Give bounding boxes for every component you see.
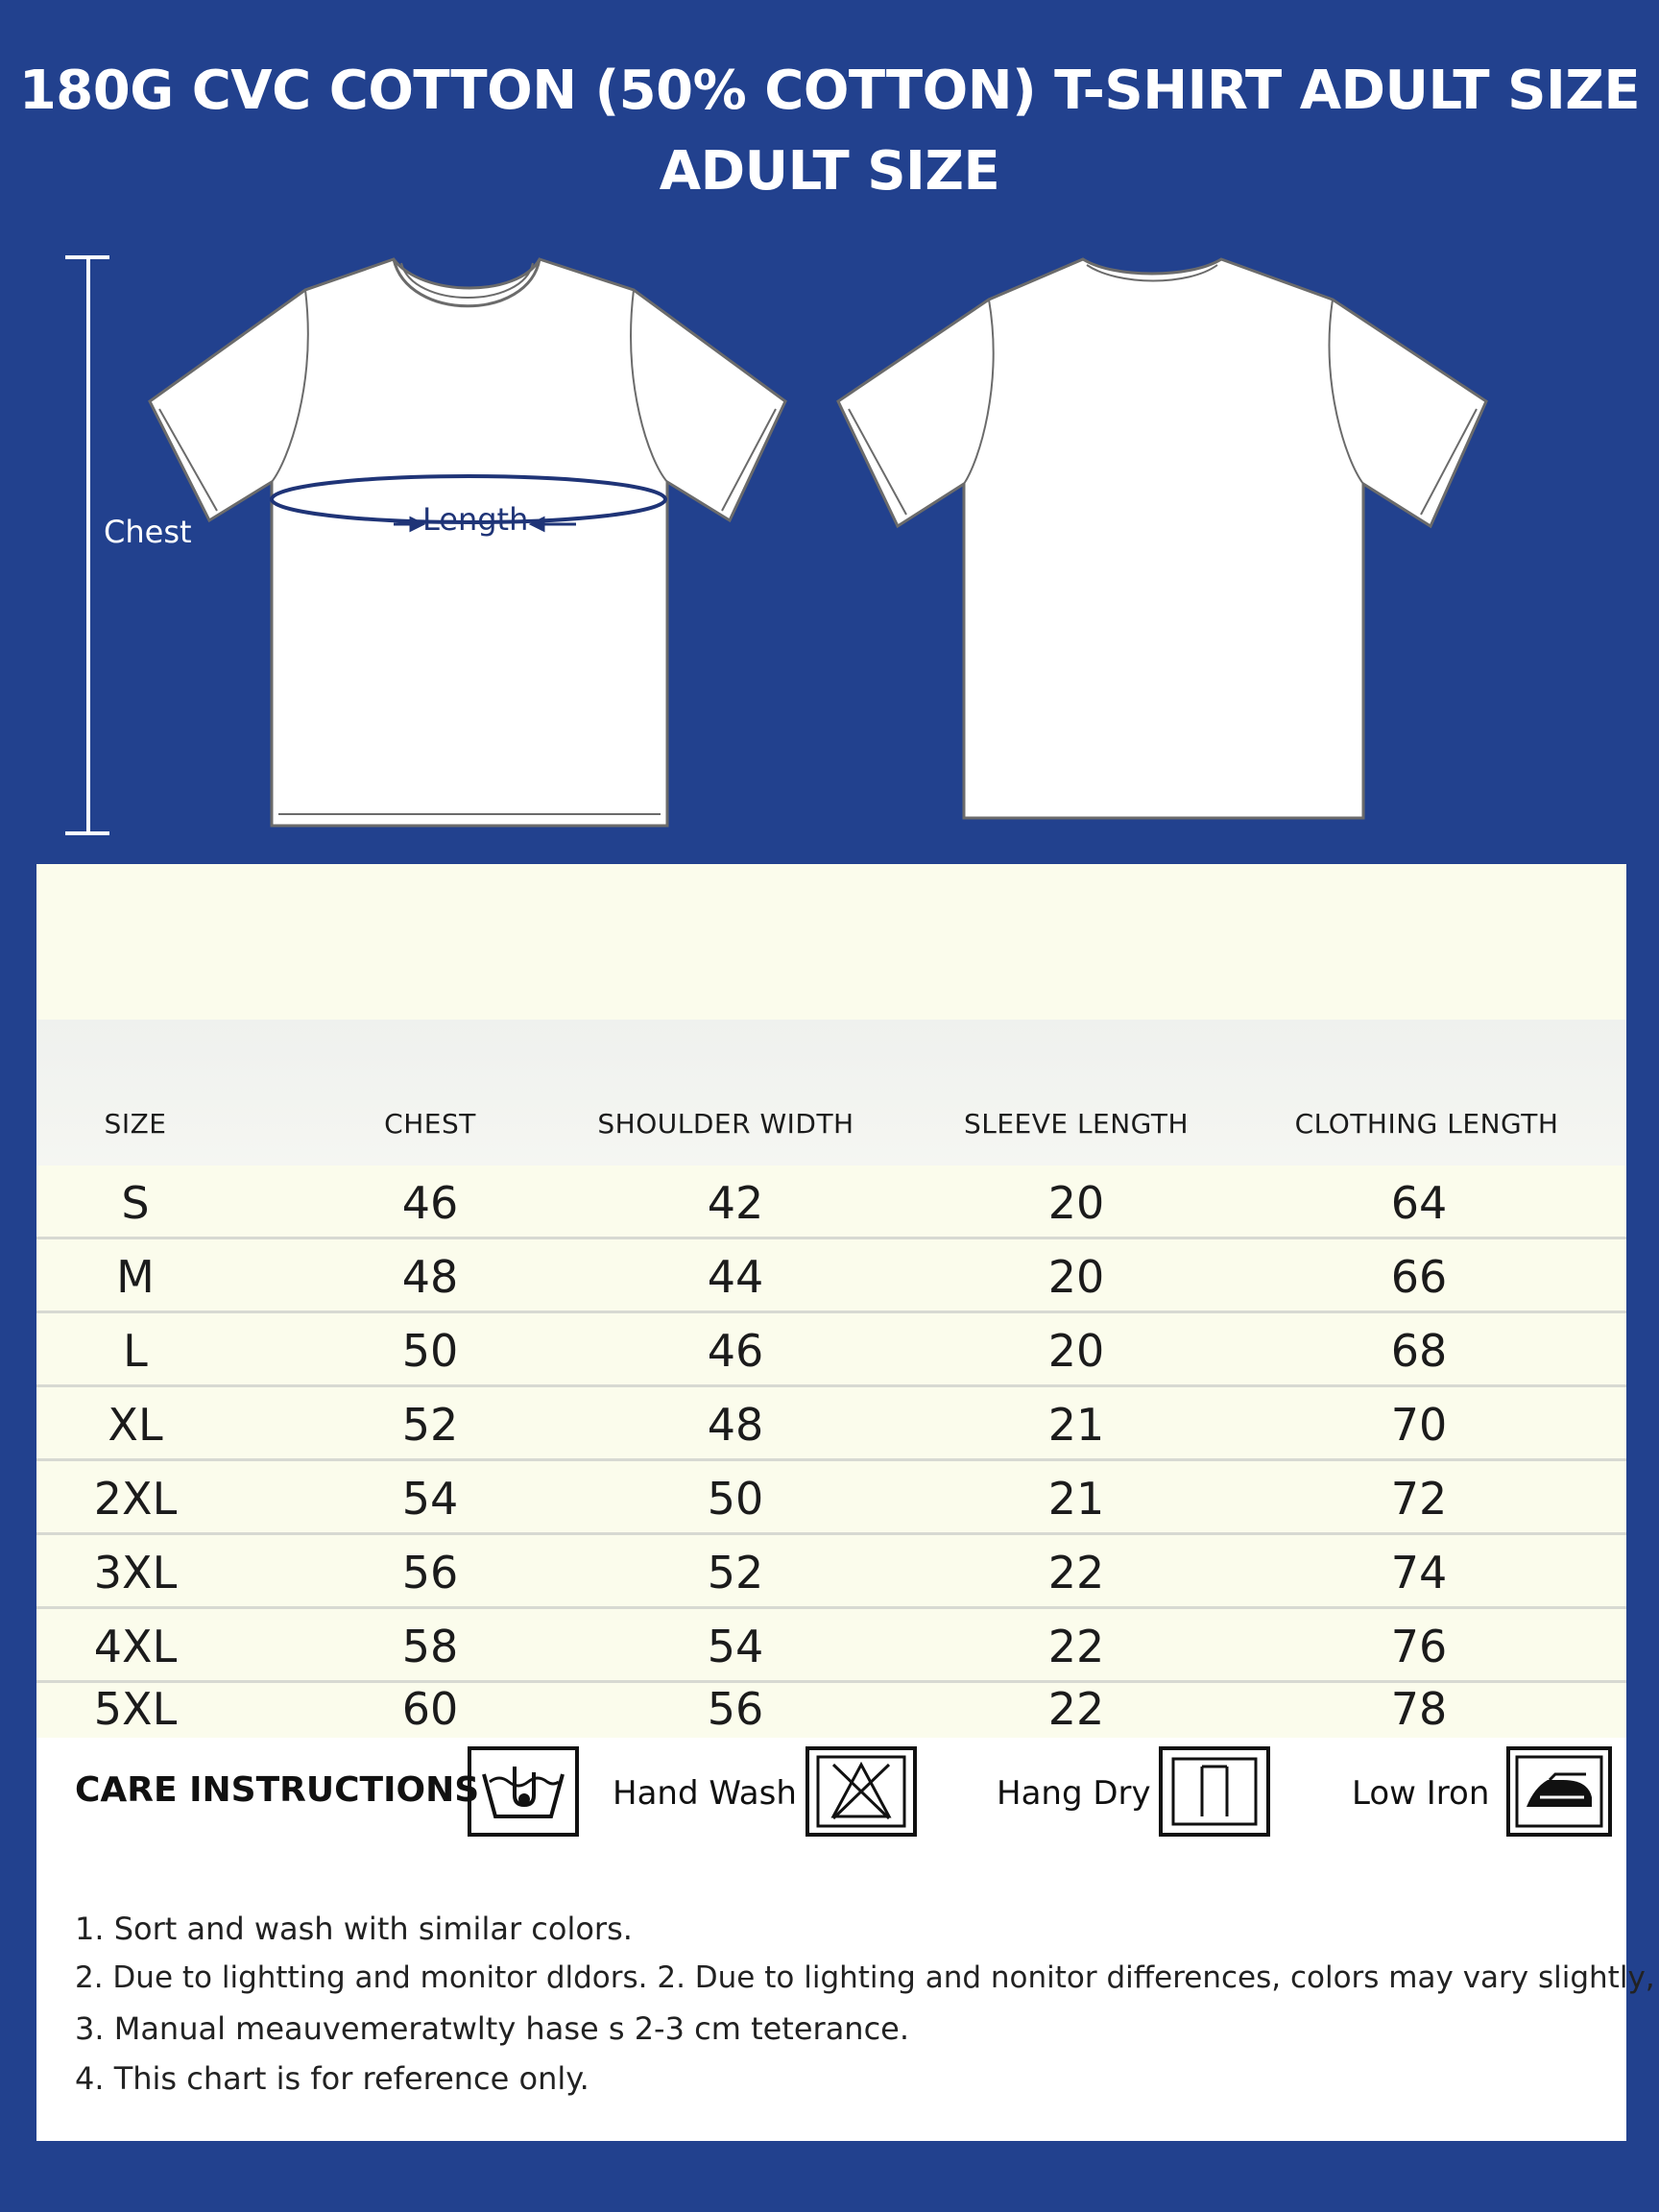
cell-size: 5XL <box>93 1683 178 1735</box>
table-top-area <box>36 864 1626 1020</box>
cell-length: 72 <box>1390 1473 1448 1525</box>
cell-shoulder: 50 <box>707 1473 764 1525</box>
cell-length: 74 <box>1390 1547 1448 1599</box>
cell-chest: 58 <box>401 1621 459 1672</box>
table-row <box>36 1609 1626 1683</box>
cell-sleeve: 20 <box>1047 1177 1105 1229</box>
cell-size: S <box>121 1177 150 1229</box>
note-item: 1. Sort and wash with similar colors. <box>75 1911 633 1947</box>
table-row <box>36 1461 1626 1535</box>
cell-length: 68 <box>1390 1325 1448 1377</box>
cell-shoulder: 44 <box>707 1251 764 1303</box>
cell-size: 4XL <box>93 1621 178 1672</box>
table-row <box>36 1387 1626 1461</box>
tshirt-front <box>150 259 785 826</box>
cell-chest: 48 <box>401 1251 459 1303</box>
page-title: 180G CVC COTTON (50% COTTON) T-SHIRT ADULT SIZE <box>18 60 1641 122</box>
page-subtitle: ADULT SIZE <box>659 140 1000 203</box>
tshirt-back <box>838 259 1486 818</box>
hand-wash-icon <box>467 1745 580 1838</box>
table-row <box>36 1313 1626 1387</box>
cell-size: L <box>123 1325 148 1377</box>
cell-sleeve: 22 <box>1047 1547 1105 1599</box>
cell-shoulder: 46 <box>707 1325 764 1377</box>
cell-sleeve: 22 <box>1047 1621 1105 1672</box>
note-item: 4. This chart is for reference only. <box>75 2060 589 2097</box>
table-header-row <box>36 1020 1626 1166</box>
cell-size: M <box>116 1251 155 1303</box>
cell-chest: 52 <box>401 1399 459 1451</box>
low-iron-icon <box>1505 1745 1613 1838</box>
care-label-hand-wash: Hand Wash <box>613 1774 797 1813</box>
note-item: 2. Due to lightting and monitor dldors. 2. Due to lighting and nonitor differences, colors may vary slightly, <box>75 1960 1655 1995</box>
cell-size: 2XL <box>93 1473 178 1525</box>
cell-sleeve: 22 <box>1047 1683 1105 1735</box>
cell-sleeve: 20 <box>1047 1251 1105 1303</box>
care-label-hang-dry: Hang Dry <box>997 1774 1151 1813</box>
cell-shoulder: 48 <box>707 1399 764 1451</box>
cell-size: XL <box>108 1399 163 1451</box>
table-row <box>36 1166 1626 1239</box>
cell-chest: 50 <box>401 1325 459 1377</box>
cell-size: 3XL <box>93 1547 178 1599</box>
cell-length: 70 <box>1390 1399 1448 1451</box>
table-row <box>36 1535 1626 1609</box>
cell-shoulder: 42 <box>707 1177 764 1229</box>
cell-chest: 54 <box>401 1473 459 1525</box>
cell-sleeve: 21 <box>1047 1473 1105 1525</box>
table-row <box>36 1683 1626 1738</box>
length-label: Length <box>422 501 529 538</box>
tshirt-diagram <box>0 240 1659 854</box>
size-chart-panel <box>36 864 1655 2141</box>
hang-dry-icon <box>1158 1745 1271 1838</box>
chest-label: Chest <box>104 514 192 550</box>
cell-length: 76 <box>1390 1621 1448 1672</box>
cell-sleeve: 20 <box>1047 1325 1105 1377</box>
header-sleeve-length: SLEEVE LENGTH <box>963 1108 1190 1140</box>
care-instructions <box>36 1738 1626 1843</box>
note-item: 3. Manual meauvemeratwlty hase s 2-3 cm teterance. <box>75 2010 910 2047</box>
cell-chest: 56 <box>401 1547 459 1599</box>
do-not-bleach-icon <box>805 1745 918 1838</box>
care-title: CARE INSTRUCTIONS <box>75 1770 480 1810</box>
cell-length: 66 <box>1390 1251 1448 1303</box>
cell-chest: 46 <box>401 1177 459 1229</box>
cell-shoulder: 54 <box>707 1621 764 1672</box>
header-shoulder-width: SHOULDER WIDTH <box>597 1108 854 1140</box>
care-label-low-iron: Low Iron <box>1352 1774 1490 1813</box>
cell-length: 78 <box>1390 1683 1448 1735</box>
notes-section <box>36 1843 1655 2141</box>
header-size: SIZE <box>104 1108 167 1140</box>
tshirt-illustration <box>0 240 1659 854</box>
header-chest: CHEST <box>384 1108 476 1140</box>
table-row <box>36 1239 1626 1313</box>
cell-chest: 60 <box>401 1683 459 1735</box>
header-clothing-length: CLOTHING LENGTH <box>1294 1108 1559 1140</box>
cell-shoulder: 56 <box>707 1683 764 1735</box>
cell-shoulder: 52 <box>707 1547 764 1599</box>
cell-length: 64 <box>1390 1177 1448 1229</box>
cell-sleeve: 21 <box>1047 1399 1105 1451</box>
